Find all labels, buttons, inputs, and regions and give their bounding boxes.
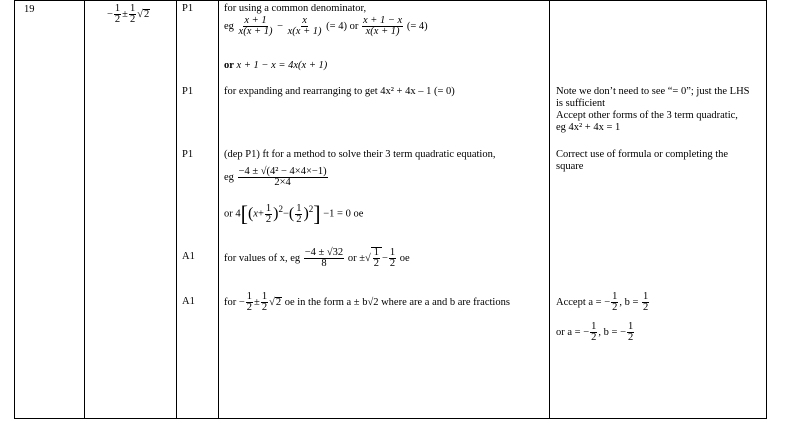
row5-b-label-2: , b = <box>598 326 618 338</box>
row4-text: for values of x, eg <box>224 252 301 264</box>
frac3-num: x + 1 − x <box>362 15 403 26</box>
question-number: 19 <box>24 4 35 15</box>
row1-or-label: or <box>224 60 234 71</box>
table-border-bottom <box>14 418 767 419</box>
row1-eg-fractions: eg $\frac{x + 1}{x(x + 1)}$ − $\frac{x}{x(x + 1)}$ (= 4) or $\frac{x + 1 - x}{x(x + 1)}$ (= 4) <box>224 15 428 37</box>
row5-or-label: or a = <box>556 326 581 338</box>
row1-line2 <box>224 60 327 72</box>
row5-b-label: , b = <box>619 296 639 308</box>
row3-guidance-2: square <box>556 161 584 172</box>
table-border-right <box>766 0 767 419</box>
row3-guidance-1: Correct use of formula or completing the <box>556 149 729 160</box>
frac2-num: x <box>302 15 307 26</box>
formula-denominator: 2×4 <box>274 177 291 188</box>
answer-expression: − $\frac{1}{2}$ ± $\frac{1}{2}$ √2 <box>107 3 150 25</box>
row4-tail: oe <box>399 252 410 264</box>
col-divider-guidance <box>549 0 550 419</box>
row5-guidance-or: or a = − $\frac{1}{2}$ , b = − $\frac{1}{2}$ <box>556 321 634 343</box>
row1-eq-after1: (= 4) or <box>326 20 359 32</box>
row5-guidance-accept: Accept a = − $\frac{1}{2}$ , b = $\frac{1}{2}$ <box>556 291 649 313</box>
row5-prefix: for <box>224 296 237 308</box>
row1-eq-after2: (= 4) <box>406 20 428 32</box>
row4-or-label: or <box>347 252 357 264</box>
frac1-den: x(x + 1) <box>238 26 273 37</box>
row2-guidance-1: Note we don’t need to see “= 0”; just the LHS <box>556 86 750 97</box>
row2-guidance-3: Accept other forms of the 3 term quadratic, <box>556 110 738 121</box>
mark-row1: P1 <box>182 3 194 14</box>
row3-text: (dep P1) ft for a method to solve their 3 term quadratic equation, <box>224 149 496 160</box>
col-divider-notes <box>218 0 219 419</box>
mark-row3: P1 <box>182 149 194 160</box>
col-divider-mark <box>176 0 177 419</box>
row1-equation: x + 1 − x = 4x(x + 1) <box>236 60 328 71</box>
row2-guidance-4: eg 4x² + 4x = 1 <box>556 122 621 133</box>
row4-frac-num: −4 ± √32 <box>304 247 344 258</box>
row2-guidance-2: is sufficient <box>556 98 606 109</box>
frac1-num: x + 1 <box>244 15 267 26</box>
row5-text: for − $\frac{1}{2}$ ± $\frac{1}{2}$ √2 oe in the form a ± b√2 where are a and b are fractions <box>224 291 510 313</box>
row3-completing-tail: −1 = 0 oe <box>323 208 364 220</box>
mark-row2: P1 <box>182 86 194 97</box>
table-border-top <box>14 0 767 1</box>
row3-eg-label: eg <box>224 171 234 183</box>
row3-formula <box>224 167 329 188</box>
formula-numerator: −4 ± √(4² − 4×4×−1) <box>238 166 327 177</box>
row5-accept-label: Accept a = <box>556 296 602 308</box>
row2-text: for expanding and rearranging to get 4x² + 4x – 1 (= 0) <box>224 86 455 97</box>
row3-completing-square: or 4[(x+ $\frac{1}{2}$ )$^2$−( $\frac{1}{2}$ )$^2$] −1 = 0 oe <box>224 201 364 227</box>
mark-row4: A1 <box>182 251 195 262</box>
row3-or-label: or <box>224 208 233 220</box>
row5-suffix: oe in the form a ± b√2 where are a and b are fractions <box>284 296 510 308</box>
mark-row5: A1 <box>182 296 195 307</box>
row4-frac-den: 8 <box>321 258 327 269</box>
frac3-den: x(x + 1) <box>365 26 400 37</box>
row1-text: for using a common denominator, <box>224 3 367 14</box>
table-border-left <box>14 0 15 419</box>
row4-values: for values of x, eg $\frac{-4 \pm √32}{8}$ or ±√ $\frac{1}{2}$ − $\frac{1}{2}$ oe <box>224 247 410 269</box>
col-divider-answer <box>84 0 85 419</box>
row1-eg-label: eg <box>224 20 234 32</box>
frac2-den: x(x + 1) <box>287 26 322 37</box>
